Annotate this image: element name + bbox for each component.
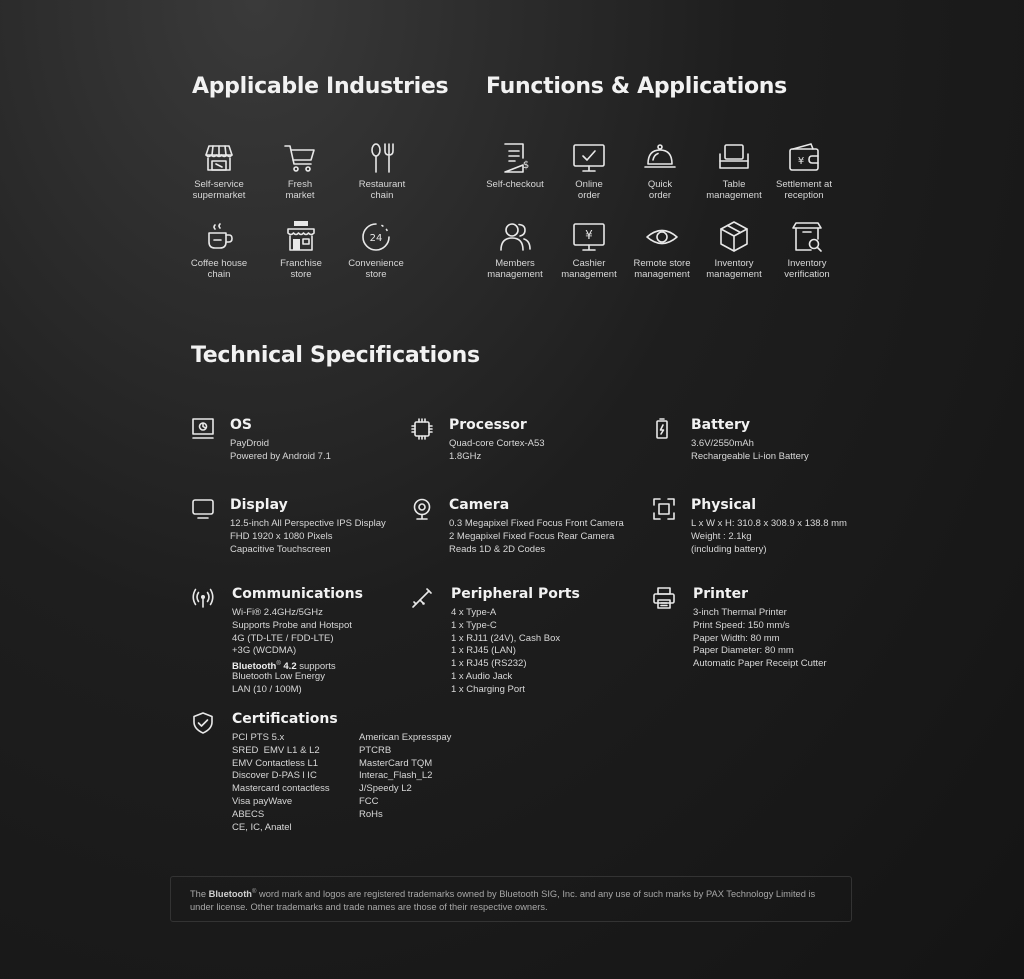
spec-line: 1.8GHz	[449, 450, 482, 462]
receipt-icon	[497, 140, 533, 176]
trademark-footer	[170, 876, 852, 922]
spec-title: Processor	[449, 417, 527, 433]
spec-title: Peripheral Ports	[451, 586, 580, 602]
spec-line: 1 x RJ45 (LAN)	[451, 645, 516, 657]
spec-line: PayDroid	[230, 438, 270, 449]
spec-lines	[693, 607, 827, 671]
bluetooth-brand: Bluetooth	[232, 661, 277, 673]
industry-fresh-market	[258, 140, 342, 201]
spec-line: 1 x RJ11 (24V), Cash Box	[451, 632, 561, 644]
spec-lines	[691, 518, 847, 556]
industry-convenience-store	[334, 219, 418, 280]
industry-label: Fresh market	[285, 179, 315, 201]
cert-item: EMV Contactless L1	[232, 757, 319, 769]
spec-line: 4G (TD-LTE / FDD-LTE)	[232, 632, 334, 644]
industries-title: Applicable Industries	[192, 74, 449, 99]
function-label: Cashier management	[561, 258, 617, 280]
svg-text:24: 24	[369, 233, 383, 244]
spec-lines	[230, 518, 386, 556]
spec-line: 1 x RJ45 (RS232)	[451, 658, 527, 670]
shield-check-icon	[192, 712, 214, 734]
os-icon	[192, 418, 214, 440]
spec-line: L x W x H: 310.8 x 308.9 x 138.8 mm	[691, 518, 847, 529]
spoon-fork-icon	[364, 140, 400, 176]
cert-item: RoHs	[359, 808, 383, 820]
cert-item: Mastercard contactless	[232, 783, 330, 795]
cert-item: PCI PTS 5.x	[232, 732, 285, 743]
spec-line: LAN (10 / 100M)	[232, 683, 302, 695]
spec-line: Paper Diameter: 80 mm	[693, 645, 794, 657]
footer-line-2: under license. Other trademarks and trade names are those of their respective owners.	[190, 902, 548, 913]
spec-line: 3-inch Thermal Printer	[693, 607, 787, 618]
cert-item: American Expresspay	[359, 732, 452, 743]
spec-line: Weight : 2.1kg	[691, 530, 752, 542]
cert-item: PTCRB	[359, 744, 392, 756]
footer-text: word mark and logos are registered trademarks owned by Bluetooth SIG, Inc. and any use of such marks by PAX Technology Limited is	[256, 889, 816, 900]
function-inventory-management	[692, 219, 776, 280]
industry-self-service-supermarket	[177, 140, 261, 201]
industry-coffee-house-chain	[177, 219, 261, 280]
spec-line: Bluetooth Low Energy	[232, 670, 325, 682]
cert-item: J/Speedy L2	[359, 783, 412, 795]
inventory-search-icon	[789, 219, 825, 255]
coffee-cup-icon	[201, 219, 237, 255]
function-label: Members management	[487, 258, 543, 280]
spec-title: Printer	[693, 586, 749, 602]
printer-icon	[653, 587, 675, 609]
members-icon	[497, 219, 533, 255]
function-label: Remote store management	[633, 258, 691, 280]
spec-lines	[691, 438, 809, 464]
cashier-screen-icon	[571, 219, 607, 255]
cert-list-col-2	[359, 732, 451, 822]
industry-label: Convenience store	[348, 258, 404, 280]
spec-line: 0.3 Megapixel Fixed Focus Front Camera	[449, 518, 624, 529]
function-label: Table management	[706, 179, 762, 201]
spec-line: 1 x Type-C	[451, 619, 497, 631]
spec-lines	[451, 607, 560, 697]
footer-pre: The	[190, 889, 209, 900]
battery-icon	[653, 418, 675, 440]
cert-item: ABECS	[232, 808, 265, 820]
cert-list-col-1	[232, 732, 330, 834]
wireless-icon	[192, 587, 214, 609]
spec-line-bluetooth	[232, 658, 352, 671]
function-label: Settlement at reception	[776, 179, 832, 201]
spec-lines	[232, 607, 352, 697]
spec-title: Communications	[232, 586, 363, 602]
store-icon	[283, 219, 319, 255]
cert-item: CE, IC, Anatel	[232, 821, 292, 833]
usb-icon	[411, 587, 433, 609]
spec-line: +3G (WCDMA)	[232, 645, 297, 657]
spec-lines	[449, 518, 624, 556]
cert-item: FCC	[359, 795, 379, 807]
svg-text:$: $	[522, 160, 530, 171]
spec-line: (including battery)	[691, 543, 767, 555]
function-inventory-verification	[765, 219, 849, 280]
footer-reg: ®	[251, 889, 257, 895]
spec-line: Supports Probe and Hotspot	[232, 619, 352, 631]
industry-label: Restaurant chain	[358, 179, 406, 201]
industry-restaurant-chain	[340, 140, 424, 201]
spec-line: 1 x Audio Jack	[451, 670, 513, 682]
spec-lines	[449, 438, 545, 464]
spec-line: Rechargeable Li-ion Battery	[691, 450, 809, 462]
spec-line: Print Speed: 150 mm/s	[693, 619, 790, 631]
spec-title: Display	[230, 497, 288, 513]
spec-line: Wi-Fi® 2.4GHz/5GHz	[232, 607, 323, 618]
spec-line: 1 x Charging Port	[451, 683, 525, 695]
wallet-icon	[786, 140, 822, 176]
function-label: Online order	[575, 179, 603, 201]
spec-title: Camera	[449, 497, 510, 513]
box-icon	[716, 219, 752, 255]
industry-franchise-store	[259, 219, 343, 280]
registered-mark: ®	[276, 661, 281, 668]
chip-icon	[411, 418, 433, 440]
footer-line-1	[190, 886, 851, 901]
function-quick-order	[618, 140, 702, 201]
footer-brand: Bluetooth	[208, 889, 252, 900]
spec-line: 12.5-inch All Perspective IPS Display	[230, 518, 386, 529]
function-settlement-at-reception	[762, 140, 846, 201]
24-hours-icon	[358, 219, 394, 255]
camera-icon	[411, 498, 433, 520]
spec-line: 3.6V/2550mAh	[691, 438, 754, 449]
functions-title: Functions & Applications	[486, 74, 787, 99]
cert-item: Discover D-PAS l IC	[232, 770, 317, 782]
eye-icon	[644, 219, 680, 255]
bluetooth-suffix: supports	[299, 661, 336, 673]
storefront-icon	[201, 140, 237, 176]
monitor-check-icon	[571, 140, 607, 176]
industry-label: Franchise store	[280, 258, 322, 280]
spec-line: Capacitive Touchscreen	[230, 543, 331, 555]
spec-line: Reads 1D & 2D Codes	[449, 543, 546, 555]
spec-line: 4 x Type-A	[451, 607, 497, 618]
spec-title: Physical	[691, 497, 757, 513]
bluetooth-version: 4.2	[283, 661, 297, 673]
spec-line: 2 Megapixel Fixed Focus Rear Camera	[449, 530, 615, 542]
spec-title: Battery	[691, 417, 751, 433]
spec-title: OS	[230, 417, 252, 433]
svg-text:¥: ¥	[585, 228, 593, 242]
industry-label: Self-service supermarket	[192, 179, 246, 201]
spec-line: Quad-core Cortex-A53	[449, 438, 545, 449]
function-label: Inventory verification	[784, 258, 830, 280]
function-members-management	[473, 219, 557, 280]
function-self-checkout	[473, 140, 557, 191]
function-label: Self-checkout	[486, 179, 544, 190]
specs-title: Technical Specifications	[191, 343, 480, 368]
function-label: Quick order	[647, 179, 673, 201]
spec-line: FHD 1920 x 1080 Pixels	[230, 530, 333, 542]
cert-item: Interac_Flash_L2	[359, 770, 433, 782]
function-cashier-management	[547, 219, 631, 280]
cert-item: Visa payWave	[232, 795, 293, 807]
service-bell-icon	[642, 140, 678, 176]
spec-title: Certifications	[232, 711, 338, 727]
function-label: Inventory management	[706, 258, 762, 280]
spec-lines	[230, 438, 331, 464]
svg-text:¥: ¥	[797, 156, 805, 167]
spec-line: Paper Width: 80 mm	[693, 632, 780, 644]
table-icon	[716, 140, 752, 176]
spec-line: Powered by Android 7.1	[230, 450, 331, 462]
cert-item: SRED EMV L1 & L2	[232, 744, 320, 756]
spec-line: Automatic Paper Receipt Cutter	[693, 658, 827, 670]
dimensions-icon	[653, 498, 675, 520]
industry-label: Coffee house chain	[190, 258, 248, 280]
display-icon	[192, 498, 214, 520]
cert-item: MasterCard TQM	[359, 757, 433, 769]
shopping-cart-icon	[282, 140, 318, 176]
